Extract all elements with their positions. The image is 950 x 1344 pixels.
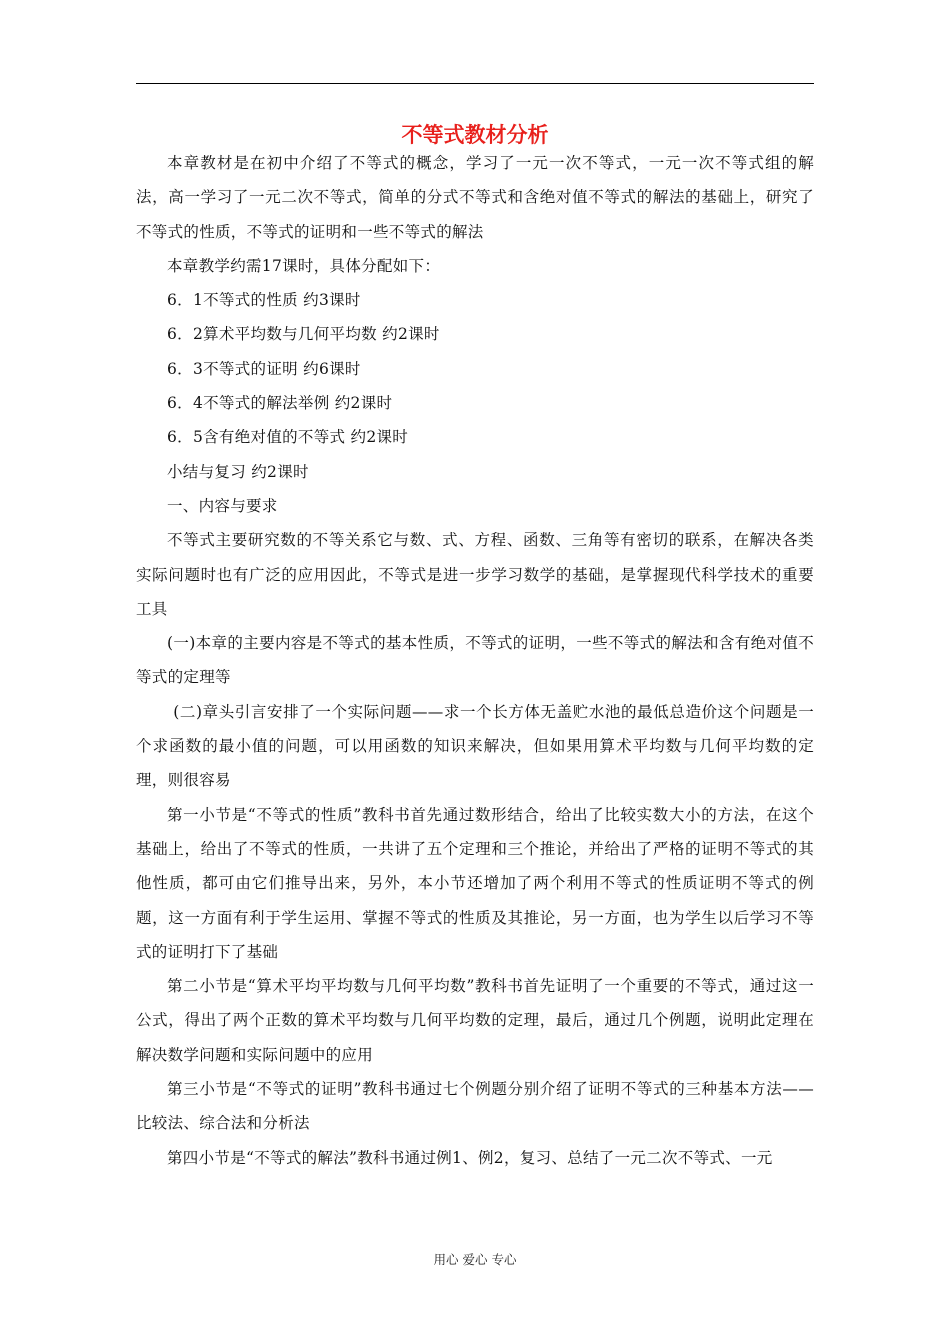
document-title: 不等式教材分析: [401, 123, 549, 147]
schedule-item-6-2: 6．2算术平均数与几何平均数 约2课时: [167, 325, 440, 344]
paragraph-overview: 不等式主要研究数的不等关系它与数、式、方程、函数、三角等有密切的联系，在解决各类实际问题时也有广泛的应用因此，不等式是进一步学习数学的基础，是掌握现代科学技术的重要工具: [136, 531, 814, 618]
section-heading-content: 一、内容与要求: [167, 496, 278, 515]
paragraph-section-4: 第四小节是“不等式的解法”教科书通过例1、例2，复习、总结了一元二次不等式、一元: [167, 1148, 773, 1167]
schedule-item-6-5: 6．5含有绝对值的不等式 约2课时: [167, 428, 409, 447]
paragraph-section-3: 第三小节是“不等式的证明”教科书通过七个例题分别介绍了证明不等式的三种基本方法——比较法、综合法和分析法: [136, 1080, 814, 1133]
paragraph-chapter-intro: (二)章头引言安排了一个实际问题——求一个长方体无盖贮水池的最低总造价这个问题是一个求函数的最小值的问题，可以用函数的知识来解决，但如果用算术平均数与几何平均数的定理，则很容易: [136, 702, 814, 790]
header-rule: [136, 83, 814, 84]
schedule-item-review: 小结与复习 约2课时: [167, 462, 309, 481]
schedule-item-6-1: 6．1不等式的性质 约3课时: [167, 291, 361, 310]
schedule-item-6-4: 6．4不等式的解法举例 约2课时: [167, 394, 393, 413]
paragraph-section-2: 第二小节是“算术平均平均数与几何平均数”教科书首先证明了一个重要的不等式，通过这一公式，得出了两个正数的算术平均数与几何平均数的定理，最后，通过几个例题，说明此定理在解决数学问题和实际问题中的应用: [136, 977, 814, 1064]
page-footer: 用心 爱心 专心: [433, 1252, 517, 1267]
paragraph-section-1: 第一小节是“不等式的性质”教科书首先通过数形结合，给出了比较实数大小的方法，在这个基础上，给出了不等式的性质，一共讲了五个定理和三个推论，并给出了严格的证明不等式的其他性质，都可由它们推导出来，另外，本小节还增加了两个利用不等式的性质证明不等式的例题，这一方面有利于学生运用、掌握不等式的性质及其推论，另一方面，也为学生以后学习不等式的证明打下了基础: [136, 805, 814, 961]
paragraph-intro: 本章教材是在初中介绍了不等式的概念，学习了一元一次不等式，一元一次不等式组的解法，高一学习了一元二次不等式，简单的分式不等式和含绝对值不等式的解法的基础上，研究了不等式的性质，不等式的证明和一些不等式的解法: [136, 154, 814, 241]
paragraph-main-content: (一)本章的主要内容是不等式的基本性质，不等式的证明，一些不等式的解法和含有绝对值不等式的定理等: [136, 634, 814, 687]
schedule-item-6-3: 6．3不等式的证明 约6课时: [167, 359, 361, 378]
document-body: [136, 146, 814, 1175]
paragraph-hours-total: 本章教学约需17课时，具体分配如下：: [167, 256, 441, 275]
